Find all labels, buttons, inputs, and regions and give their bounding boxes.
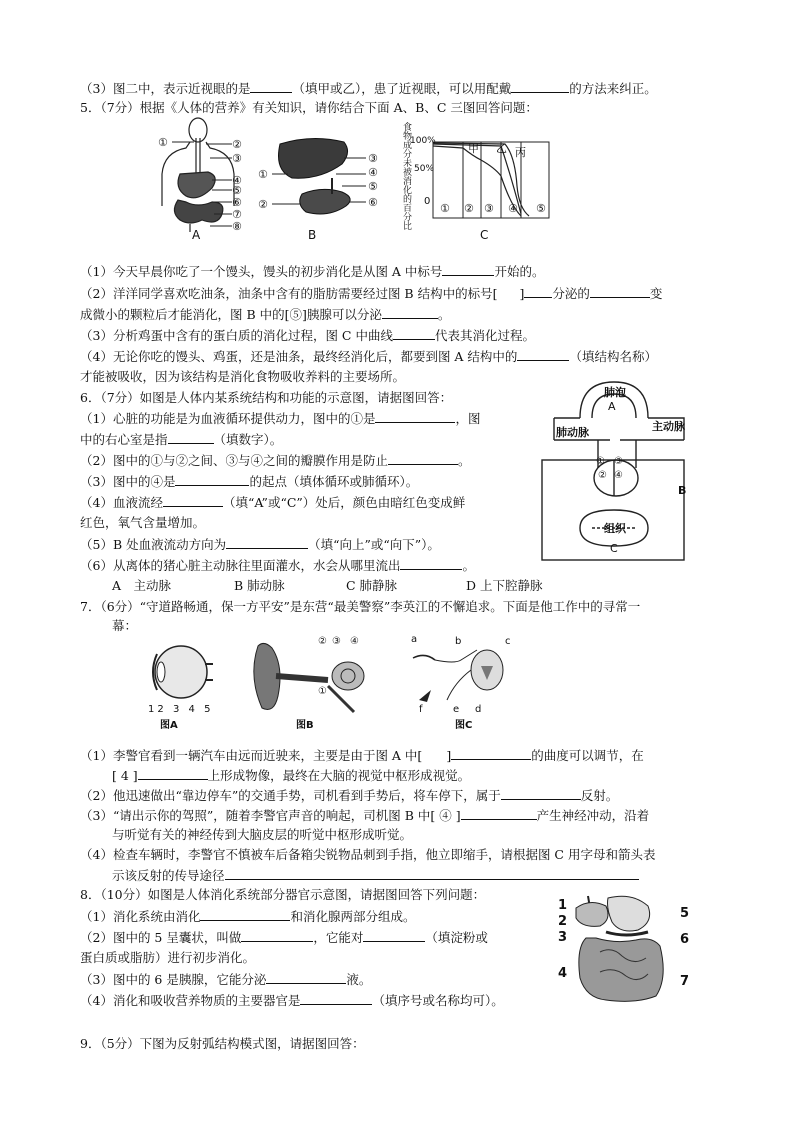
q5-part2: （2）洋洋同学喜欢吃油条，油条中含有的脂肪需要经过图 B 结构中的标号[ ] 分泌的 变 [80, 286, 663, 301]
q6-option-a[interactable]: A 主动脉 [112, 578, 172, 593]
figC-y100: 100% [410, 136, 436, 146]
figC-x2: ② [464, 202, 474, 215]
answer-blank[interactable] [266, 971, 346, 984]
q6-part1: （1）心脏的功能是为血液循环提供动力，图中的①是 ，图 [80, 411, 481, 426]
answer-blank[interactable] [393, 327, 435, 340]
answer-blank[interactable] [241, 929, 313, 942]
figB-num-2: ② [318, 636, 327, 647]
q6-part1-cont: 中的右心室是指 （填数字）。 [80, 432, 283, 447]
q4-part3: （3）图二中，表示近视眼的是 （填甲或乙），患了近视眼，可以用配戴 的方法来纠正。 [80, 81, 657, 96]
q7-figB-ear [248, 636, 376, 718]
q6-title: 6．（7分）如图是人体内某系统结构和功能的示意图，请据图回答： [80, 390, 453, 405]
answer-blank[interactable] [375, 410, 455, 423]
q8-num-1: 1 [558, 898, 568, 913]
q8-num-7: 7 [680, 974, 690, 989]
q7-part4-cont: 示该反射的传导途径 [112, 867, 639, 884]
figA-num-6: ⑥ [232, 196, 242, 209]
answer-blank[interactable] [524, 285, 552, 298]
figB-num-4: ④ [350, 636, 359, 647]
q6-C: C [610, 542, 618, 555]
q7-title: 7．（6分）“守道路畅通，保一方平安”是东营“最美警察”李英江的不懈追求。下面是他工作中的寻常一 [80, 599, 641, 614]
answer-blank[interactable] [175, 473, 249, 486]
q6-part2: （2）图中的①与②之间、③与④之间的瓣膜作用是防止 。 [80, 453, 471, 468]
q8-num-5: 5 [680, 906, 690, 921]
q9-title: 9．（5分）下图为反射弧结构模式图，请据图回答： [80, 1036, 365, 1051]
figC-f: f [419, 704, 423, 715]
q6-B: B [678, 484, 687, 497]
figC-c: c [505, 636, 511, 647]
q5-part3: （3）分析鸡蛋中含有的蛋白质的消化过程，图 C 中曲线 代表其消化过程。 [80, 328, 535, 343]
q7-figB-label: 图B [296, 720, 314, 731]
q6-part5: （5）B 处血液流动方向为 （填“向上”或“向下”）。 [80, 537, 440, 552]
q6-feidongmai: 肺动脉 [556, 426, 589, 439]
q8-title: 8．（10分）如图是人体消化系统部分器官示意图，请据图回答下列问题： [80, 887, 486, 902]
figA-num-4: ④ [232, 174, 242, 187]
q7-part1-cont: [ 4 ] 上形成物像，最终在大脑的视觉中枢形成视觉。 [112, 768, 471, 783]
figC-curve-jia: 甲 [468, 142, 479, 155]
figC-y50: 50% [414, 164, 435, 174]
q8-num-2: 2 [558, 914, 568, 929]
figC-x3: ③ [484, 202, 494, 215]
q8-part2: （2）图中的 5 呈囊状，叫做 ，它能对 （填淀粉或 [80, 930, 488, 945]
figB-num-1: ① [258, 168, 268, 181]
q8-part1: （1）消化系统由消化 和消化腺两部分组成。 [80, 909, 416, 924]
answer-blank[interactable] [501, 787, 581, 800]
figA-nums: 12 3 4 5 [148, 704, 214, 715]
q6-zhudongmai: 主动脉 [652, 420, 685, 433]
figC-x4: ④ [508, 202, 518, 215]
figA-num-2: ② [232, 138, 242, 151]
q6-feipao: 肺泡 [604, 386, 626, 399]
answer-blank[interactable] [225, 867, 639, 880]
q8-part2-cont: 蛋白质或脂肪）进行初步消化。 [80, 950, 256, 965]
q6-A: A [608, 400, 616, 413]
figA-num-8: ⑧ [232, 220, 242, 233]
answer-blank[interactable] [163, 494, 223, 507]
q6-option-d[interactable]: D 上下腔静脉 [466, 578, 543, 593]
q5-figB-liver-pancreas [272, 134, 372, 230]
q6-num-3: ③ [614, 456, 623, 467]
q6-option-c[interactable]: C 肺静脉 [346, 578, 398, 593]
q5-figC-digestion-chart [395, 116, 555, 240]
figC-a: a [411, 634, 418, 645]
figB-label: B [308, 228, 317, 242]
q6-num-2: ② [598, 470, 607, 481]
q8-num-4: 4 [558, 966, 568, 981]
q5-part4-cont: 才能被吸收，因为该结构是消化食物吸收养料的主要场所。 [80, 369, 406, 384]
figB-num-3: ③ [368, 152, 378, 165]
answer-blank[interactable] [138, 767, 208, 780]
figA-num-3: ③ [232, 152, 242, 165]
figC-label: C [480, 228, 489, 242]
q8-num-6: 6 [680, 932, 690, 947]
q8-digestive-organs-figure [556, 888, 696, 1014]
figB-num-2: ② [258, 198, 268, 211]
answer-blank[interactable] [400, 557, 462, 570]
figB-num-5: ⑤ [368, 180, 378, 193]
answer-blank[interactable] [250, 80, 292, 93]
q6-zuzhi: 组织 [604, 522, 626, 535]
answer-blank[interactable] [168, 431, 214, 444]
q7-title-cont: 幕： [112, 618, 138, 633]
q5-part1: （1）今天早晨你吃了一个馒头，馒头的初步消化是从图 A 中标号 开始的。 [80, 264, 545, 279]
q5-part2-cont: 成微小的颗粒后才能消化，图 B 中的[⑤]胰腺可以分泌 。 [80, 307, 451, 322]
q7-figC-label: 图C [455, 720, 473, 731]
q8-num-3: 3 [558, 930, 568, 945]
answer-blank[interactable] [300, 992, 372, 1005]
figC-e: e [453, 704, 460, 715]
answer-blank[interactable] [461, 807, 537, 820]
figB-num-1: ① [318, 686, 327, 697]
answer-blank[interactable] [363, 929, 425, 942]
answer-blank[interactable] [590, 285, 650, 298]
figC-curve-bing: 丙 [515, 146, 526, 159]
q6-num-1: ① [596, 456, 605, 467]
figC-d: d [475, 704, 482, 715]
q7-part2: （2）他迅速做出“靠边停车”的交通手势，司机看到手势后，将车停下，属于 反射。 [80, 788, 619, 803]
figC-b: b [455, 636, 462, 647]
figC-ylabel: 食物成分未被消化的百分比 [401, 122, 411, 230]
figA-num-7: ⑦ [232, 208, 242, 221]
figA-label: A [192, 228, 201, 242]
q5-part4: （4）无论你吃的馒头、鸡蛋，还是油条，最终经消化后，都要到图 A 结构中的 （填结构名称） [80, 349, 657, 364]
figA-num-5: ⑤ [232, 184, 242, 197]
figC-curve-yi: 乙 [496, 142, 507, 155]
figC-y0: 0 [424, 196, 431, 207]
q7-part4: （4）检查车辆时，李警官不慎被车后备箱尖锐物品刺到手指，他立即缩手，请根据图 C 用字母和箭头表 [80, 847, 656, 862]
q6-part3: （3）图中的④是 的起点（填体循环或肺循环）。 [80, 474, 419, 489]
q7-part3: （3）“请出示你的驾照”，随着李警官声音的响起，司机图 B 中[ ④ ] 产生神经冲动，沿着 [80, 808, 650, 823]
q7-figA-eye [145, 640, 215, 706]
q5-title: 5．（7分）根据《人体的营养》有关知识，请你结合下面 A、B、C 三图回答问题： [80, 100, 538, 115]
q6-num-4: ④ [614, 470, 623, 481]
answer-blank[interactable] [442, 263, 494, 276]
figC-x5: ⑤ [536, 202, 546, 215]
answer-blank[interactable] [451, 747, 531, 760]
answer-blank[interactable] [382, 306, 438, 319]
figC-x1: ① [440, 202, 450, 215]
answer-blank[interactable] [200, 908, 290, 921]
answer-blank[interactable] [511, 80, 569, 93]
q6-part4-cont: 红色，氧气含量增加。 [80, 515, 206, 530]
figB-num-3: ③ [332, 636, 341, 647]
figB-num-6: ⑥ [368, 196, 378, 209]
figA-num-1: ① [158, 136, 168, 149]
q6-part6: （6）从离体的猪心脏主动脉往里面灌水，水会从哪里流出 。 [80, 558, 475, 573]
q8-part3: （3）图中的 6 是胰腺，它能分泌 液。 [80, 972, 372, 987]
q7-part3-cont: 与听觉有关的神经传到大脑皮层的听觉中枢形成听觉。 [112, 827, 413, 842]
q6-option-b[interactable]: B 肺动脉 [234, 578, 285, 593]
figB-num-4: ④ [368, 166, 378, 179]
q8-part4: （4）消化和吸收营养物质的主要器官是 （填序号或名称均可）。 [80, 993, 504, 1008]
answer-blank[interactable] [517, 348, 569, 361]
answer-blank[interactable] [388, 452, 458, 465]
q6-part4: （4）血液流经 （填“A”或“C”）处后，颜色由暗红色变成鲜 [80, 495, 466, 510]
q7-figA-label: 图A [160, 720, 178, 731]
q7-part1: （1）李警官看到一辆汽车由远而近驶来，主要是由于图 A 中[ ] 的曲度可以调节，在 [80, 748, 644, 763]
q7-figC-reflex-arc [405, 640, 525, 716]
answer-blank[interactable] [226, 536, 308, 549]
